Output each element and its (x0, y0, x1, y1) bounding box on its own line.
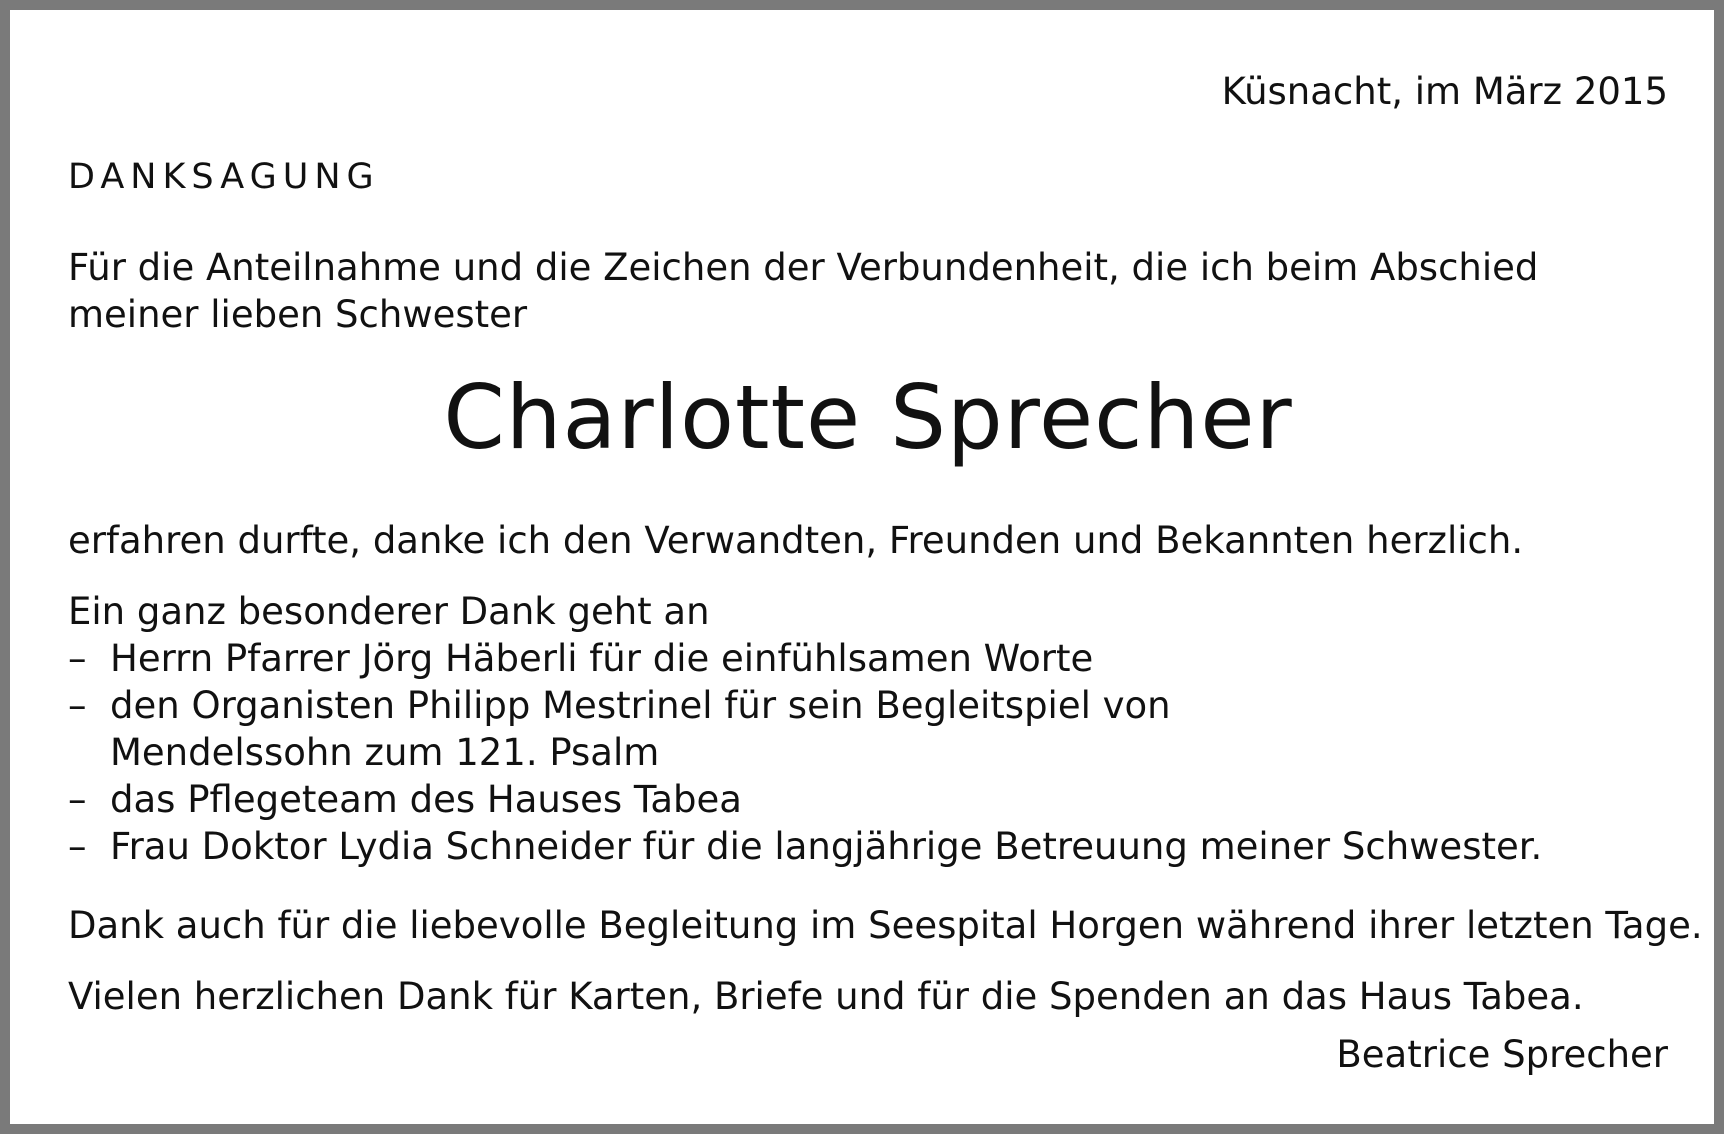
special-thanks-list (68, 635, 1668, 870)
notice-heading: DANKSAGUNG (68, 157, 380, 197)
special-thanks-block (68, 588, 1668, 870)
list-item-text: Frau Doktor Lydia Schneider für die langjährige Betreuung meiner Schwester. (110, 825, 1543, 868)
list-item (68, 682, 1410, 776)
dash-bullet: – (68, 637, 87, 680)
list-item (68, 776, 1668, 823)
dash-bullet: – (68, 825, 87, 868)
list-item (68, 635, 1668, 682)
hospital-thanks-paragraph: Dank auch für die liebevolle Begleitung im Seespital Horgen während ihrer letzten Tage. (68, 904, 1703, 947)
list-item-text: Herrn Pfarrer Jörg Häberli für die einfühlsamen Worte (110, 637, 1094, 680)
thanks-paragraph: erfahren durfte, danke ich den Verwandten, Freunden und Bekannten herzlich. (68, 519, 1524, 562)
place-date: Küsnacht, im März 2015 (1221, 70, 1668, 113)
special-thanks-intro: Ein ganz besonderer Dank geht an (68, 590, 710, 633)
signature: Beatrice Sprecher (1336, 1033, 1668, 1076)
dash-bullet: – (68, 684, 87, 727)
list-item-text: das Pflegeteam des Hauses Tabea (110, 778, 742, 821)
list-item (68, 823, 1668, 870)
donation-thanks-paragraph: Vielen herzlichen Dank für Karten, Briefe und für die Spenden an das Haus Tabea. (68, 975, 1584, 1018)
deceased-name: Charlotte Sprecher (443, 366, 1293, 469)
list-item-text: den Organisten Philipp Mestrinel für sein Begleitspiel von Mendelssohn zum 121. Psalm (110, 684, 1171, 774)
dash-bullet: – (68, 778, 87, 821)
intro-paragraph: Für die Anteilnahme und die Zeichen der Verbundenheit, die ich beim Abschied meiner lieben Schwester (68, 246, 1539, 336)
